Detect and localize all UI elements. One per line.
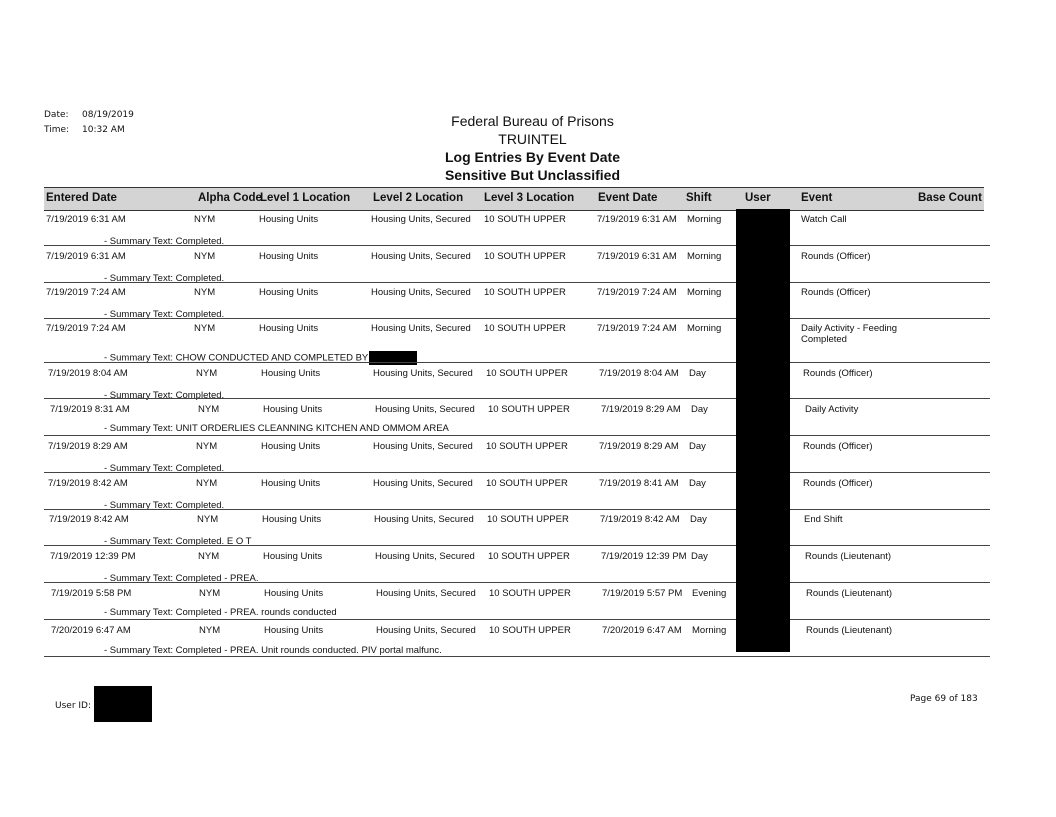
summary-text: - Summary Text: Completed. E O T <box>104 536 252 547</box>
shift: Morning <box>692 625 727 636</box>
entered-date: 7/19/2019 7:24 AM <box>46 323 126 334</box>
row-divider <box>44 509 990 510</box>
level2-location: Housing Units, Secured <box>373 478 473 489</box>
event-type: Rounds (Officer) <box>803 478 873 489</box>
level2-location: Housing Units, Secured <box>371 251 471 262</box>
print-time <box>44 125 125 135</box>
row-divider <box>44 619 990 620</box>
event-type: Daily Activity <box>805 404 859 415</box>
summary-line <box>104 423 449 434</box>
user-column-redaction <box>736 209 790 652</box>
level2-location: Housing Units, Secured <box>376 625 476 636</box>
summary-text: - Summary Text: Completed. <box>104 463 225 474</box>
event-date: 7/19/2019 12:39 PM <box>601 551 687 562</box>
alpha-code: NYM <box>194 251 216 262</box>
level2-location: Housing Units, Secured <box>375 551 475 562</box>
alpha-code: NYM <box>196 368 218 379</box>
event-date: 7/19/2019 5:57 PM <box>602 588 683 599</box>
entered-date: 7/19/2019 8:42 AM <box>49 514 129 525</box>
date-value: 08/19/2019 <box>82 110 134 120</box>
level3-location: 10 SOUTH UPPER <box>484 251 566 262</box>
level2-location: Housing Units, Secured <box>375 404 475 415</box>
level2-location: Housing Units, Secured <box>371 323 471 334</box>
table-row <box>44 323 990 362</box>
shift: Morning <box>687 214 722 225</box>
date-label: Date: <box>44 110 69 120</box>
summary-text: - Summary Text: Completed. <box>104 309 225 320</box>
table-row <box>44 404 990 435</box>
level2-location: Housing Units, Secured <box>371 214 471 225</box>
shift: Day <box>689 441 706 452</box>
shift: Day <box>689 368 706 379</box>
event-type: Daily Activity - Feeding Completed <box>801 323 898 345</box>
event-type: End Shift <box>804 514 843 525</box>
summary-text: - Summary Text: Completed. <box>104 390 225 401</box>
level3-location: 10 SOUTH UPPER <box>484 287 566 298</box>
agency-title: Federal Bureau of Prisons <box>451 113 614 129</box>
level2-location: Housing Units, Secured <box>373 368 473 379</box>
event-type: Rounds (Lieutenant) <box>806 625 893 636</box>
level1-location: Housing Units <box>264 625 324 636</box>
classification: Sensitive But Unclassified <box>444 167 621 183</box>
row-divider <box>44 245 990 246</box>
summary-text: - Summary Text: Completed - PREA. <box>104 573 259 584</box>
shift: Morning <box>687 251 722 262</box>
event-type: Rounds (Lieutenant) <box>806 588 893 599</box>
col-event: Event <box>801 192 833 204</box>
user-id-label: User ID: <box>55 701 91 711</box>
row-divider <box>44 582 990 583</box>
shift: Evening <box>692 588 727 599</box>
level1-location: Housing Units <box>259 287 319 298</box>
event-date: 7/19/2019 8:29 AM <box>599 441 679 452</box>
level3-location: 10 SOUTH UPPER <box>484 323 566 334</box>
entered-date: 7/19/2019 12:39 PM <box>50 551 136 562</box>
print-date <box>44 110 134 120</box>
alpha-code: NYM <box>194 287 216 298</box>
level3-location: 10 SOUTH UPPER <box>486 441 568 452</box>
col-base-count: Base Count <box>918 192 982 204</box>
level3-location: 10 SOUTH UPPER <box>484 214 566 225</box>
shift: Morning <box>687 287 722 298</box>
level3-location: 10 SOUTH UPPER <box>489 625 571 636</box>
event-type: Rounds (Lieutenant) <box>805 551 892 562</box>
event-date: 7/19/2019 6:31 AM <box>597 251 677 262</box>
alpha-code: NYM <box>194 323 216 334</box>
event-date: 7/19/2019 7:24 AM <box>597 287 677 298</box>
entered-date: 7/20/2019 6:47 AM <box>51 625 131 636</box>
event-date: 7/19/2019 8:42 AM <box>600 514 680 525</box>
level1-location: Housing Units <box>261 478 321 489</box>
table-row <box>44 368 990 401</box>
table-row <box>44 625 990 656</box>
alpha-code: NYM <box>196 478 218 489</box>
table-row <box>44 588 990 619</box>
alpha-code: NYM <box>197 514 219 525</box>
level1-location: Housing Units <box>263 551 323 562</box>
level1-location: Housing Units <box>259 214 319 225</box>
event-type: Watch Call <box>801 214 847 225</box>
event-date: 7/19/2019 8:41 AM <box>599 478 679 489</box>
level3-location: 10 SOUTH UPPER <box>486 478 568 489</box>
alpha-code: NYM <box>198 551 220 562</box>
entered-date: 7/19/2019 6:31 AM <box>46 251 126 262</box>
table-row <box>44 441 990 472</box>
table-row <box>44 514 990 545</box>
level3-location: 10 SOUTH UPPER <box>488 404 570 415</box>
row-divider <box>44 656 990 657</box>
summary-line <box>104 645 442 656</box>
alpha-code: NYM <box>198 404 220 415</box>
row-divider <box>44 435 990 436</box>
level1-location: Housing Units <box>259 323 319 334</box>
summary-text: - Summary Text: Completed - PREA. rounds conducted <box>104 607 337 618</box>
table-row <box>44 251 990 282</box>
summary-line <box>104 390 224 401</box>
event-date: 7/19/2019 8:29 AM <box>601 404 681 415</box>
level1-location: Housing Units <box>259 251 319 262</box>
summary-line <box>104 607 337 618</box>
event-date: 7/19/2019 7:24 AM <box>597 323 677 334</box>
table-header <box>44 187 984 211</box>
level1-location: Housing Units <box>263 404 323 415</box>
summary-text: - Summary Text: UNIT ORDERLIES CLEANNING KITCHEN AND OMMOM AREA <box>104 423 449 434</box>
level2-location: Housing Units, Secured <box>371 287 471 298</box>
level1-location: Housing Units <box>264 588 324 599</box>
col-entered-date: Entered Date <box>46 192 117 204</box>
event-type: Rounds (Officer) <box>801 287 871 298</box>
col-user: User <box>745 192 771 204</box>
shift: Morning <box>687 323 722 334</box>
shift: Day <box>689 478 706 489</box>
entered-date: 7/19/2019 8:04 AM <box>48 368 128 379</box>
event-type: Rounds (Officer) <box>803 441 873 452</box>
alpha-code: NYM <box>194 214 216 225</box>
level1-location: Housing Units <box>261 441 321 452</box>
summary-text: - Summary Text: Completed. <box>104 273 225 284</box>
table-row <box>44 214 990 245</box>
table-row <box>44 551 990 582</box>
entered-date: 7/19/2019 6:31 AM <box>46 214 126 225</box>
row-divider <box>44 362 990 363</box>
shift: Day <box>691 551 708 562</box>
row-divider <box>44 318 990 319</box>
entered-date: 7/19/2019 8:42 AM <box>48 478 128 489</box>
report-title-block <box>360 112 705 184</box>
level2-location: Housing Units, Secured <box>373 441 473 452</box>
report-title: Log Entries By Event Date <box>444 149 621 165</box>
col-level1: Level 1 Location <box>260 192 351 204</box>
system-title: TRUINTEL <box>498 131 567 147</box>
summary-text: - Summary Text: CHOW CONDUCTED AND COMPLETED BY <box>104 352 369 364</box>
entered-date: 7/19/2019 8:31 AM <box>50 404 130 415</box>
event-date: 7/20/2019 6:47 AM <box>602 625 682 636</box>
user-id-redaction <box>94 686 152 722</box>
alpha-code: NYM <box>199 625 221 636</box>
level1-location: Housing Units <box>262 514 322 525</box>
summary-text: - Summary Text: Completed - PREA. Unit rounds conducted. PIV portal malfunc. <box>104 645 442 656</box>
level2-location: Housing Units, Secured <box>376 588 476 599</box>
table-row <box>44 287 990 318</box>
level2-location: Housing Units, Secured <box>374 514 474 525</box>
row-divider <box>44 398 990 399</box>
level3-location: 10 SOUTH UPPER <box>489 588 571 599</box>
page-number: Page 69 of 183 <box>910 694 978 704</box>
col-level2: Level 2 Location <box>373 192 464 204</box>
col-event-date: Event Date <box>598 192 658 204</box>
alpha-code: NYM <box>196 441 218 452</box>
summary-text: - Summary Text: Completed. <box>104 236 225 247</box>
entered-date: 7/19/2019 5:58 PM <box>51 588 132 599</box>
entered-date: 7/19/2019 7:24 AM <box>46 287 126 298</box>
alpha-code: NYM <box>199 588 221 599</box>
time-label: Time: <box>44 125 70 135</box>
row-divider <box>44 545 990 546</box>
shift: Day <box>691 404 708 415</box>
entered-date: 7/19/2019 8:29 AM <box>48 441 128 452</box>
col-shift: Shift <box>686 192 712 204</box>
event-date: 7/19/2019 6:31 AM <box>597 214 677 225</box>
time-value: 10:32 AM <box>82 125 125 135</box>
row-divider <box>44 472 990 473</box>
level3-location: 10 SOUTH UPPER <box>488 551 570 562</box>
level3-location: 10 SOUTH UPPER <box>487 514 569 525</box>
level1-location: Housing Units <box>261 368 321 379</box>
row-divider <box>44 282 990 283</box>
summary-text: - Summary Text: Completed. <box>104 500 225 511</box>
shift: Day <box>690 514 707 525</box>
event-type: Rounds (Officer) <box>801 251 871 262</box>
col-alpha-code: Alpha Code <box>198 192 262 204</box>
col-level3: Level 3 Location <box>484 192 575 204</box>
event-type: Rounds (Officer) <box>803 368 873 379</box>
table-row <box>44 478 990 509</box>
event-date: 7/19/2019 8:04 AM <box>599 368 679 379</box>
level3-location: 10 SOUTH UPPER <box>486 368 568 379</box>
